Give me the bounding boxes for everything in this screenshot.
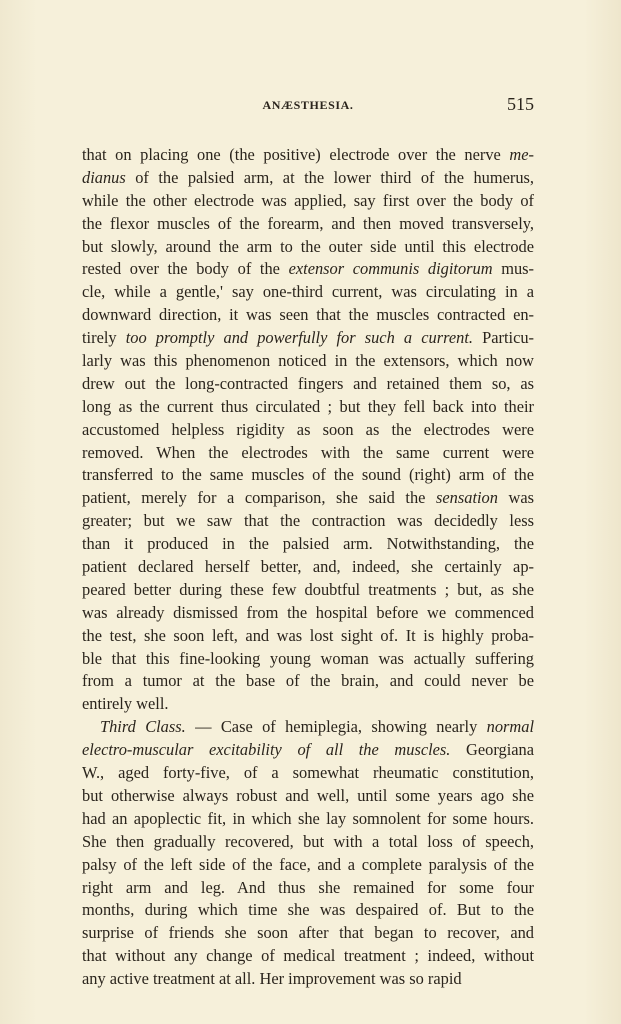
text-segment: rested over the body of the [82,259,289,279]
text-line [82,327,534,350]
text-segment: downward direction, it was seen that the muscles contracted en- [82,305,534,325]
text-segment: removed. When the electrodes with the same current were [82,442,534,462]
text-segment: the test, she soon left, and was lost sight of. It is highly proba- [82,625,534,645]
italic-text: normal [486,717,534,737]
page-number: 515 [507,94,534,114]
text-segment: that on placing one (the positive) electrode over the nerve [82,145,510,164]
text-segment: ble that this fine-looking young woman was actually suffering [82,648,534,668]
text-line [82,922,534,945]
text-segment: W., aged forty-five, of a somewhat rheumatic constitution, [82,763,534,783]
text-line [82,968,534,991]
text-segment: surprise of friends she soon after that began to recover, and [82,923,534,943]
text-line [82,487,534,510]
italic-text: Third Class. [100,717,186,737]
text-segment: was [497,488,534,508]
text-segment: greater; but we saw that the contraction was decidedly less [82,511,534,531]
text-segment: had an apoplectic fit, in which she lay somnolent for some hours. [82,808,534,828]
italic-text: too promptly and powerfully for such a current. [125,328,473,348]
italic-text: me- [509,145,534,164]
text-line [82,877,534,900]
text-segment: than it produced in the palsied arm. Notwithstanding, the [82,534,534,554]
text-line [82,419,534,442]
text-line [82,464,534,487]
text-segment: but otherwise always robust and well, until some years ago she [82,785,534,805]
text-segment: peared better during these few doubtful treatments ; but, as she [82,579,534,599]
italic-text: dianus [82,167,126,187]
text-segment: that without any change of medical treatment ; indeed, without [82,946,534,966]
page-header [82,94,534,116]
text-line [82,304,534,327]
text-line [82,899,534,922]
text-line [82,556,534,579]
text-line [82,144,534,167]
text-segment: transferred to the same muscles of the sound (right) arm of the [82,465,534,485]
text-line [82,739,534,762]
text-line [82,648,534,671]
body-text [82,144,534,991]
text-line [82,785,534,808]
text-line [82,236,534,259]
text-segment: palsy of the left side of the face, and a complete paralysis of the [82,854,534,874]
text-segment: She then gradually recovered, but with a total loss of speech, [82,831,534,851]
italic-text: electro-muscular excitability of all the muscles. [82,740,451,760]
text-line [82,625,534,648]
text-segment: tirely [82,328,126,348]
text-line [82,762,534,785]
text-segment: cle, while a gentle,' say one-third current, was circulating in a [82,282,534,302]
text-line [82,945,534,968]
text-line [82,579,534,602]
text-segment: while the other electrode was applied, say first over the body of [82,190,534,210]
text-line [82,190,534,213]
text-line [82,716,534,739]
text-segment: long as the current thus circulated ; but they fell back into their [82,396,534,416]
text-segment: from a tumor at the base of the brain, and could never be [82,671,534,691]
running-head: ANÆSTHESIA. [262,98,354,112]
text-segment: accustomed helpless rigidity as soon as the electrodes were [82,419,534,439]
italic-text: extensor communis digitorum [288,259,493,279]
text-line [82,396,534,419]
text-line [82,533,534,556]
text-segment: but slowly, around the arm to the outer side until this electrode [82,236,534,256]
text-segment: entirely well. [82,694,169,714]
text-segment: mus- [492,259,534,279]
text-segment: — Case of hemiplegia, showing nearly [185,717,487,737]
text-segment: drew out the long-contracted fingers and retained them so, as [82,373,534,393]
text-segment: larly was this phenomenon noticed in the extensors, which now [82,351,534,371]
text-line [82,442,534,465]
text-line [82,854,534,877]
text-line [82,258,534,281]
text-line [82,808,534,831]
text-line [82,213,534,236]
text-segment: any active treatment at all. Her improvement was so rapid [82,969,462,989]
text-line [82,373,534,396]
text-line [82,350,534,373]
text-line [82,831,534,854]
text-segment: patient declared herself better, and, indeed, she certainly ap- [82,557,534,577]
text-line [82,602,534,625]
text-line [82,281,534,304]
italic-text: sensation [436,488,498,508]
text-line [82,670,534,693]
text-line [82,510,534,533]
text-segment: the flexor muscles of the forearm, and then moved transversely, [82,213,534,233]
text-line [82,167,534,190]
text-segment: patient, merely for a comparison, she said the [82,488,437,508]
text-segment: of the palsied arm, at the lower third of the humerus, [125,167,534,187]
text-segment: Georgiana [450,740,534,760]
text-line [82,693,534,716]
text-segment: was already dismissed from the hospital before we commenced [82,602,534,622]
text-segment: Particu- [472,328,534,348]
text-segment: months, during which time she was despaired of. But to the [82,900,534,920]
text-segment: right arm and leg. And thus she remained for some four [82,877,534,897]
